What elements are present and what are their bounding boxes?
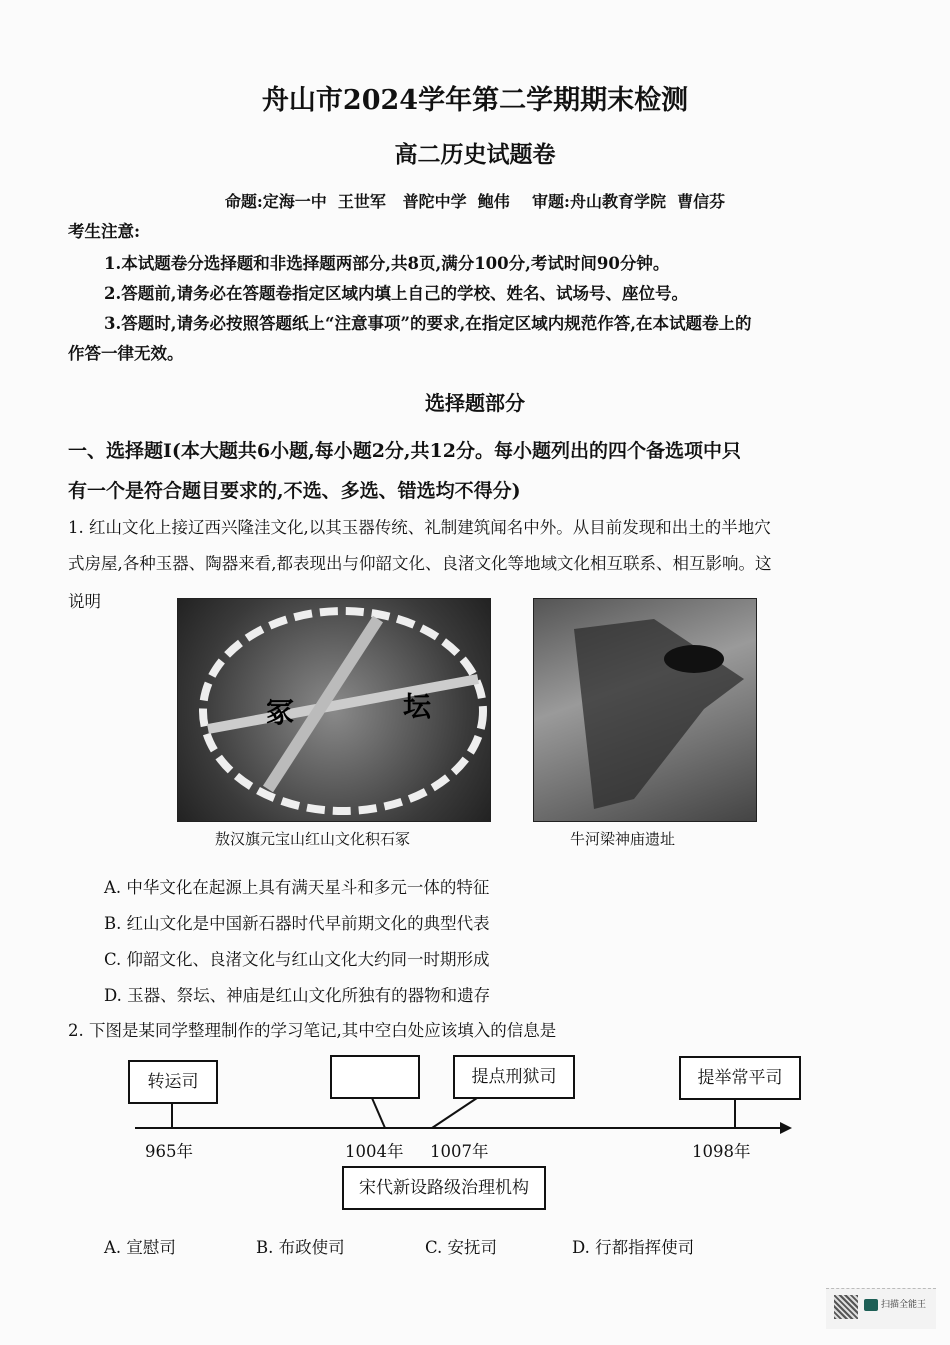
photo-label: 冢 bbox=[266, 696, 295, 729]
watermark-text: 扫描全能王 bbox=[881, 1300, 927, 1310]
photo-caption: 敖汉旗元宝山红山文化积石冢 bbox=[215, 830, 411, 848]
timeline-box: 提举常平司 bbox=[679, 1056, 801, 1100]
notice-item: 1.本试题卷分选择题和非选择题两部分,共8页,满分100分,考试时间90分钟。 bbox=[104, 254, 670, 273]
photo-caption: 牛河梁神庙遗址 bbox=[570, 830, 676, 848]
option-b: B. 红山文化是中国新石器时代早前期文化的典型代表 bbox=[104, 914, 490, 933]
section-heading: 选择题部分 bbox=[425, 391, 525, 415]
q1-stem: 1. 红山文化上接辽西兴隆洼文化,以其玉器传统、礼制建筑闻名中外。从目前发现和出土的半地穴 bbox=[68, 518, 771, 537]
timeline-center-label: 宋代新设路级治理机构 bbox=[342, 1166, 546, 1210]
q1-stem: 式房屋,各种玉器、陶器来看,都表现出与仰韶文化、良渚文化等地域文化相互联系、相互影响。这 bbox=[68, 554, 772, 573]
timeline-year: 965年 bbox=[145, 1142, 193, 1161]
q2-option-b: B. 布政使司 bbox=[256, 1238, 345, 1257]
part-header: 一、选择题Ⅰ(本大题共6小题,每小题2分,共12分。每小题列出的四个备选项中只 bbox=[68, 440, 741, 462]
option-d: D. 玉器、祭坛、神庙是红山文化所独有的器物和遗存 bbox=[104, 986, 491, 1005]
timeline-box: 提点刑狱司 bbox=[453, 1055, 575, 1099]
q2-stem: 2. 下图是某同学整理制作的学习笔记,其中空白处应该填入的信息是 bbox=[68, 1021, 557, 1040]
scanner-watermark bbox=[826, 1288, 936, 1329]
notice-heading: 考生注意: bbox=[68, 222, 141, 241]
q2-option-d: D. 行都指挥使司 bbox=[572, 1238, 695, 1257]
timeline-year: 1098年 bbox=[692, 1142, 751, 1161]
timeline-year: 1004年 bbox=[345, 1142, 404, 1161]
notice-item: 3.答题时,请务必按照答题纸上“注意事项”的要求,在指定区域内规范作答,在本试题卷上的 bbox=[104, 314, 752, 333]
option-c: C. 仰韶文化、良渚文化与红山文化大约同一时期形成 bbox=[104, 950, 490, 969]
q2-option-c: C. 安抚司 bbox=[425, 1238, 498, 1257]
timeline-year: 1007年 bbox=[430, 1142, 489, 1161]
q1-stem: 说明 bbox=[68, 592, 101, 611]
timeline-blank-box bbox=[330, 1055, 420, 1099]
option-a: A. 中华文化在起源上具有满天星斗和多元一体的特征 bbox=[104, 878, 490, 897]
notice-item-cont: 作答一律无效。 bbox=[68, 344, 184, 363]
timeline-box: 转运司 bbox=[128, 1060, 218, 1104]
exam-subtitle: 高二历史试题卷 bbox=[394, 141, 556, 168]
app-logo-icon bbox=[864, 1299, 878, 1311]
photo-label: 坛 bbox=[403, 690, 432, 723]
authors-line: 命题:定海一中 王世军 普陀中学 鲍伟 审题:舟山教育学院 曹信芬 bbox=[224, 192, 726, 211]
exam-title: 舟山市2024学年第二学期期末检测 bbox=[261, 85, 689, 116]
q2-option-a: A. 宣慰司 bbox=[104, 1238, 176, 1257]
qr-code-icon bbox=[834, 1295, 858, 1319]
part-header: 有一个是符合题目要求的,不选、多选、错选均不得分) bbox=[68, 480, 521, 502]
notice-item: 2.答题前,请务必在答题卷指定区域内填上自己的学校、姓名、试场号、座位号。 bbox=[104, 284, 688, 303]
